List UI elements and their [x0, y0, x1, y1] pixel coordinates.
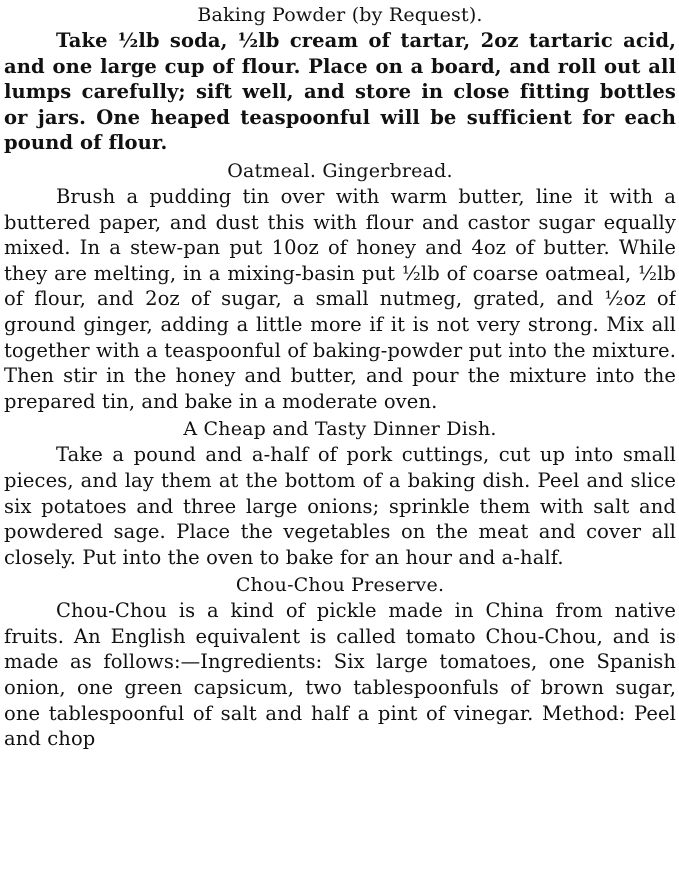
document-page — [4, 0, 676, 889]
recipe-title: Chou-Chou Preserve. — [235, 574, 445, 597]
recipe-title: Oatmeal. Gingerbread. — [227, 159, 453, 182]
recipe-baking-powder — [4, 2, 676, 156]
recipe-chou-chou-preserve — [4, 572, 676, 752]
recipe-body: Chou-Chou is a kind of pickle made in China from native fruits. An English equivalent is called tomato Chou-Chou, and is made as follows:—Ingredients: Six large tomatoes, one Spanish onion, one green capsicum, two tablespoonfuls of brown sugar, one tablespoonful of salt and half a pint of vinegar. Method: Peel and chop — [4, 599, 676, 751]
recipe-body: Take a pound and a-half of pork cuttings, cut up into small pieces, and lay them at the bottom of a baking dish. Peel and slice six potatoes and three large onions; sprinkle them with salt and powdered sage. Place the vegetables on the meat and cover all closely. Put into the oven to bake for an hour and a-half. — [4, 443, 676, 569]
recipe-body: Brush a pudding tin over with warm butter, line it with a buttered paper, and dust this with flour and castor sugar equally mixed. In a stew-pan put 10oz of honey and 4oz of butter. While they are melting, in a mixing-basin put ½lb of coarse oatmeal, ½lb of flour, and 2oz of sugar, a small nutmeg, grated, and ½oz of ground ginger, adding a little more if it is not very strong. Mix all together with a teaspoonful of baking-powder put into the mixture. Then stir in the honey and butter, and pour the mixture into the prepared tin, and bake in a moderate oven. — [4, 184, 676, 413]
recipe-cheap-dinner-dish — [4, 416, 676, 570]
recipe-body: Take ½lb soda, ½lb cream of tartar, 2oz tartaric acid, and one large cup of flour. Place on a board, and roll out all lumps carefully; sift well, and store in close fitting bottles or jars. One heaped teaspoonful will be sufficient for each pound of flour. — [4, 29, 676, 155]
recipe-title: A Cheap and Tasty Dinner Dish. — [183, 418, 497, 441]
recipe-oatmeal-gingerbread — [4, 158, 676, 414]
recipe-title: Baking Powder (by Request). — [197, 4, 483, 26]
